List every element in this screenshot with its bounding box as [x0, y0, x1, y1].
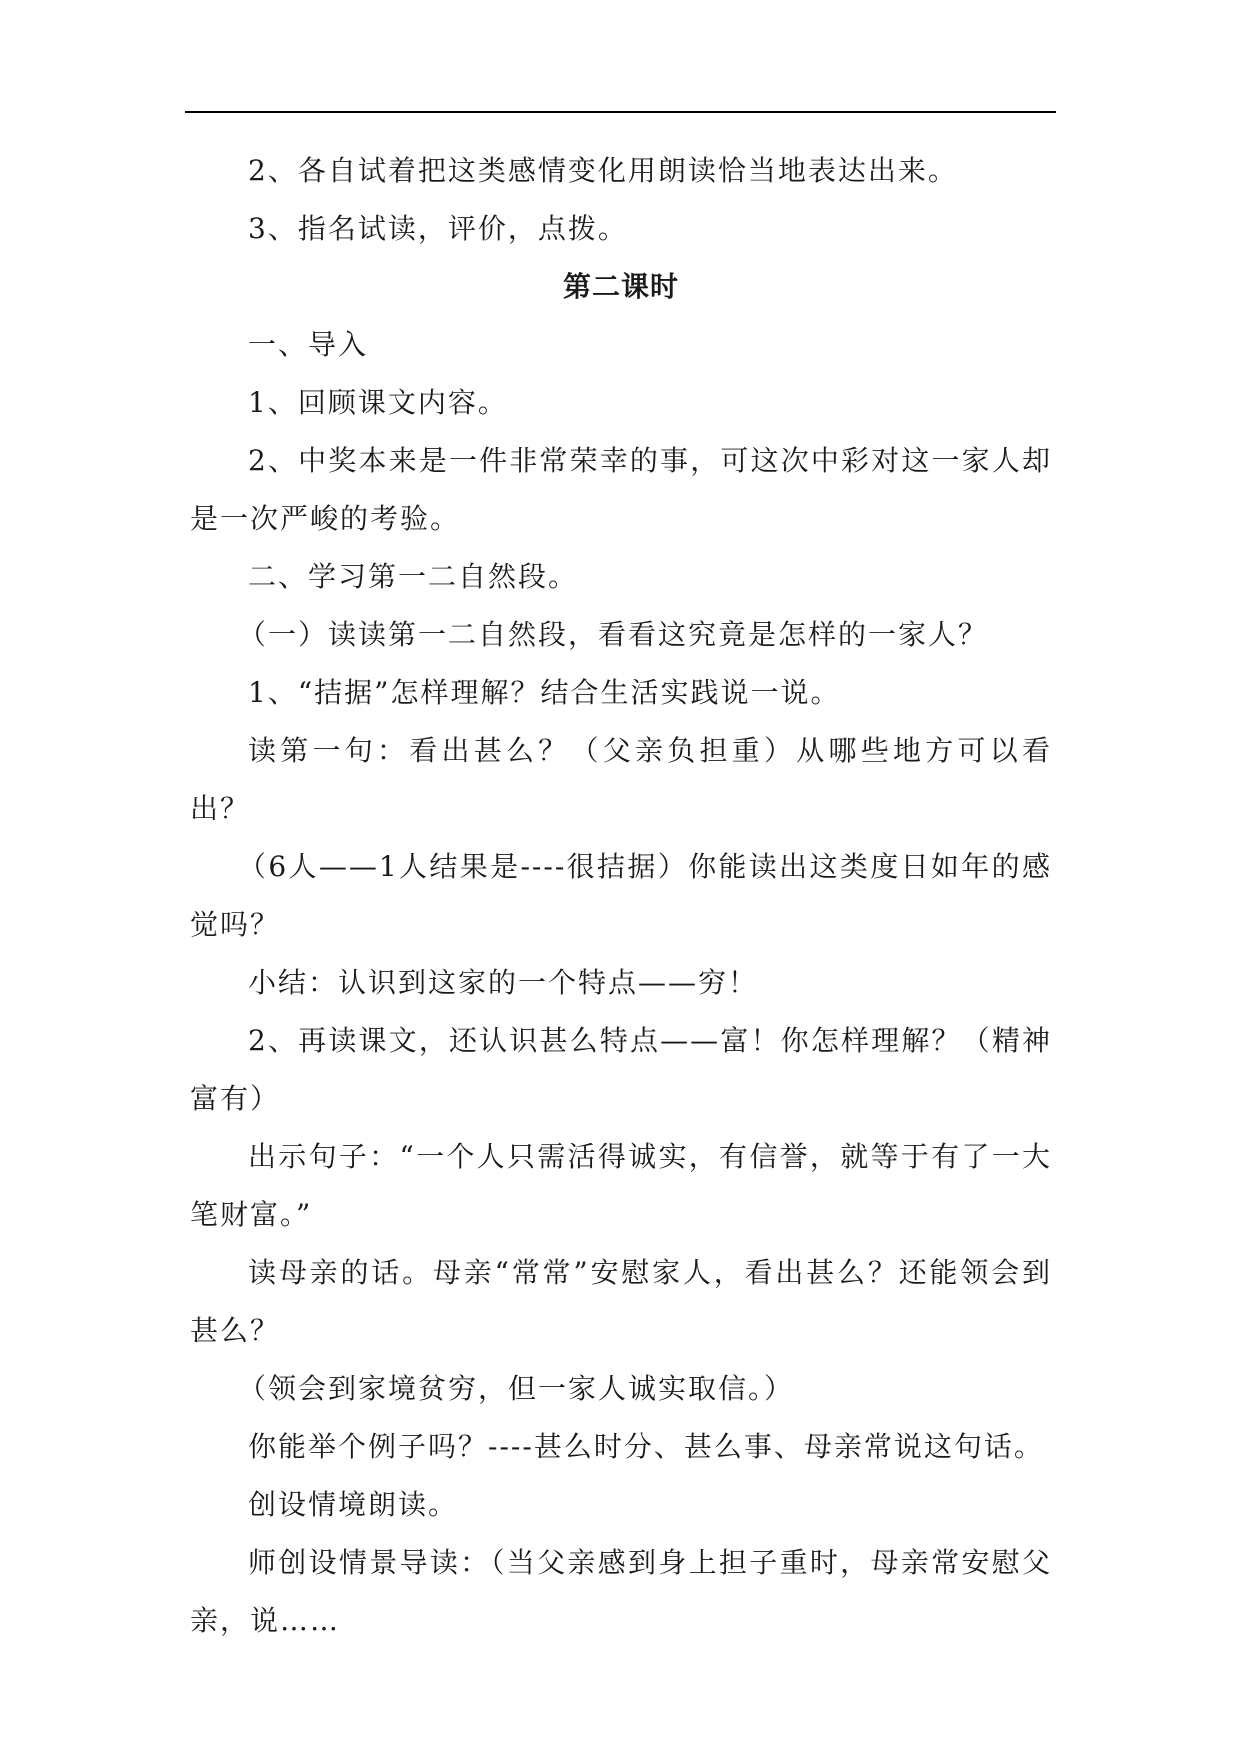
paragraph: 你能举个例子吗？----甚么时分、甚么事、母亲常说这句话。 [248, 1430, 1044, 1463]
paragraph-step-3: 3、指名试读，评价，点拨。 [248, 212, 628, 245]
paragraph: 2、再读课文，还认识甚么特点——富！你怎样理解？（精神富有） [190, 1024, 1052, 1115]
paragraph: 1、回顾课文内容。 [248, 386, 508, 419]
paragraph: （6人——1人结果是----很拮据）你能读出这类度日如年的感觉吗？ [190, 850, 1052, 941]
document-body [190, 142, 1052, 1650]
header-rule [185, 111, 1056, 113]
paragraph: 一、导入 [248, 328, 369, 361]
paragraph: 1、“拮据”怎样理解？结合生活实践说一说。 [248, 676, 841, 709]
paragraph: 读母亲的话。母亲“常常”安慰家人，看出甚么？还能领会到甚么？ [190, 1256, 1052, 1347]
paragraph: （领会到家境贫穷，但一家人诚实取信。） [238, 1372, 795, 1405]
paragraph: 师创设情景导读：（当父亲感到身上担子重时，母亲常安慰父亲，说…… [190, 1546, 1052, 1637]
paragraph-step-2: 2、各自试着把这类感情变化用朗读恰当地表达出来。 [248, 154, 958, 187]
paragraph: 小结：认识到这家的一个特点——穷！ [248, 966, 759, 999]
paragraph: 创设情境朗读。 [248, 1488, 459, 1521]
paragraph: 读第一句：看出甚么？（父亲负担重）从哪些地方可以看出？ [190, 734, 1052, 825]
lesson-title: 第二课时 [562, 270, 679, 303]
paragraph: 二、学习第一二自然段。 [248, 560, 579, 593]
paragraph: （一）读读第一二自然段，看看这究竟是怎样的一家人？ [238, 618, 989, 651]
paragraph: 2、中奖本来是一件非常荣幸的事，可这次中彩对这一家人却是一次严峻的考验。 [190, 444, 1052, 535]
paragraph: 出示句子：“一个人只需活得诚实，有信誉，就等于有了一大笔财富。” [190, 1140, 1052, 1231]
